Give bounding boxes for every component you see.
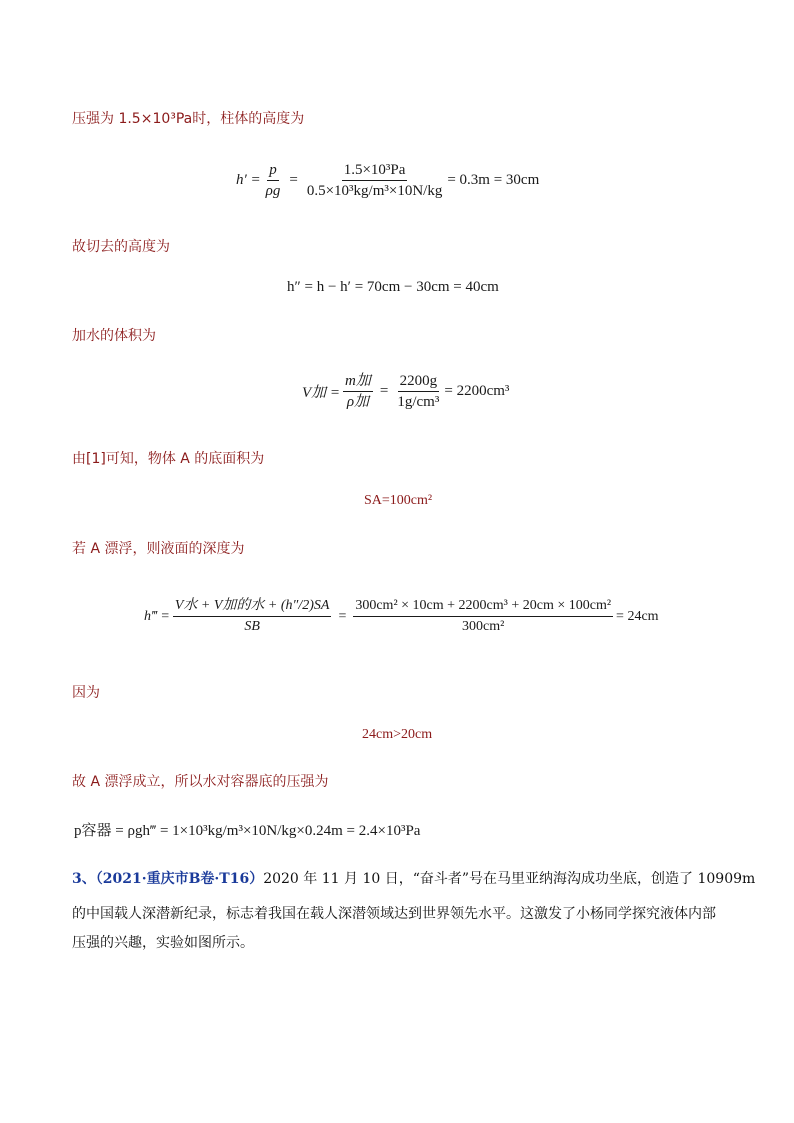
eq1-f1-numerator: p	[267, 162, 279, 181]
equation-bottom-pressure: p容器 = ρgh‴ = 1×10³kg/m³×10N/kg×0.24m = 2.4×10³Pa	[74, 823, 421, 839]
question-3-line-2: 的中国载人深潜新纪录，标志着我国在载人深潜领域达到世界领先水平。这激发了小杨同学探究液体内部	[72, 906, 716, 922]
eq1-result: = 0.3m = 30cm	[447, 172, 540, 188]
eq3-lhs: V加 =	[302, 385, 341, 401]
eq5-result: = 24cm	[616, 608, 659, 624]
text-cut-height: 故切去的高度为	[72, 239, 170, 255]
eq1-equals: =	[289, 172, 298, 188]
eq5-fraction-1	[173, 598, 332, 635]
text-added-water-volume: 加水的体积为	[72, 328, 156, 344]
eq1-f2-numerator: 1.5×10³Pa	[342, 162, 408, 181]
eq3-f2-numerator: 2200g	[398, 373, 440, 392]
eq3-f1-denominator: ρ加	[346, 394, 370, 410]
eq1-f1-denominator: ρg	[265, 183, 281, 199]
eq1-lhs: h′ =	[236, 172, 261, 188]
equation-added-volume	[302, 373, 509, 410]
equation-comparison: 24cm>20cm	[362, 727, 433, 742]
eq5-lhs: h‴ =	[144, 608, 170, 624]
eq3-fraction-2	[395, 373, 441, 410]
eq5-f2-numerator: 300cm² × 10cm + 2200cm³ + 20cm × 100cm²	[353, 598, 613, 617]
eq1-f2-denominator: 0.5×10³kg/m³×10N/kg	[306, 183, 443, 199]
eq3-fraction-1	[343, 373, 373, 410]
text-floating-pressure: 故 A 漂浮成立，所以水对容器底的压强为	[72, 774, 329, 790]
question-3-line-3: 压强的兴趣，实验如图所示。	[72, 935, 254, 951]
equation-cut-height: h″ = h − h′ = 70cm − 30cm = 40cm	[287, 279, 499, 295]
eq5-f2-denominator: 300cm²	[462, 619, 505, 634]
eq3-result: = 2200cm³	[444, 383, 510, 399]
eq1-fraction-2	[305, 162, 445, 199]
text-because: 因为	[72, 685, 100, 701]
question-number: 3、	[72, 871, 96, 887]
eq5-f1-denominator: SB	[244, 619, 260, 634]
question-3-line-1	[72, 866, 755, 892]
eq5-fraction-2	[353, 598, 613, 635]
question-text-1: 2020 年 11 月 10 日，“奋斗者”号在马里亚纳海沟成功坐底，创造了 10909m	[263, 871, 756, 887]
text-base-area-a: 由[1]可知，物体 A 的底面积为	[72, 451, 265, 467]
eq5-equals: =	[338, 608, 347, 624]
equation-liquid-depth	[144, 598, 659, 635]
question-source: （2021·重庆市B卷·T16）	[95, 871, 264, 887]
eq1-fraction-1	[264, 162, 283, 199]
equation-height-h-prime	[236, 162, 539, 199]
eq3-equals: =	[379, 383, 389, 399]
text-pressure-height: 压强为 1.5×10³Pa时，柱体的高度为	[72, 111, 305, 127]
eq3-f2-denominator: 1g/cm³	[397, 394, 440, 410]
equation-area-a: SA=100cm²	[364, 493, 433, 508]
eq5-f1-numerator: V水 + V加的水 + (h″/2)SA	[173, 598, 332, 617]
text-liquid-depth: 若 A 漂浮，则液面的深度为	[72, 541, 245, 557]
eq3-f1-numerator: m加	[343, 373, 373, 392]
